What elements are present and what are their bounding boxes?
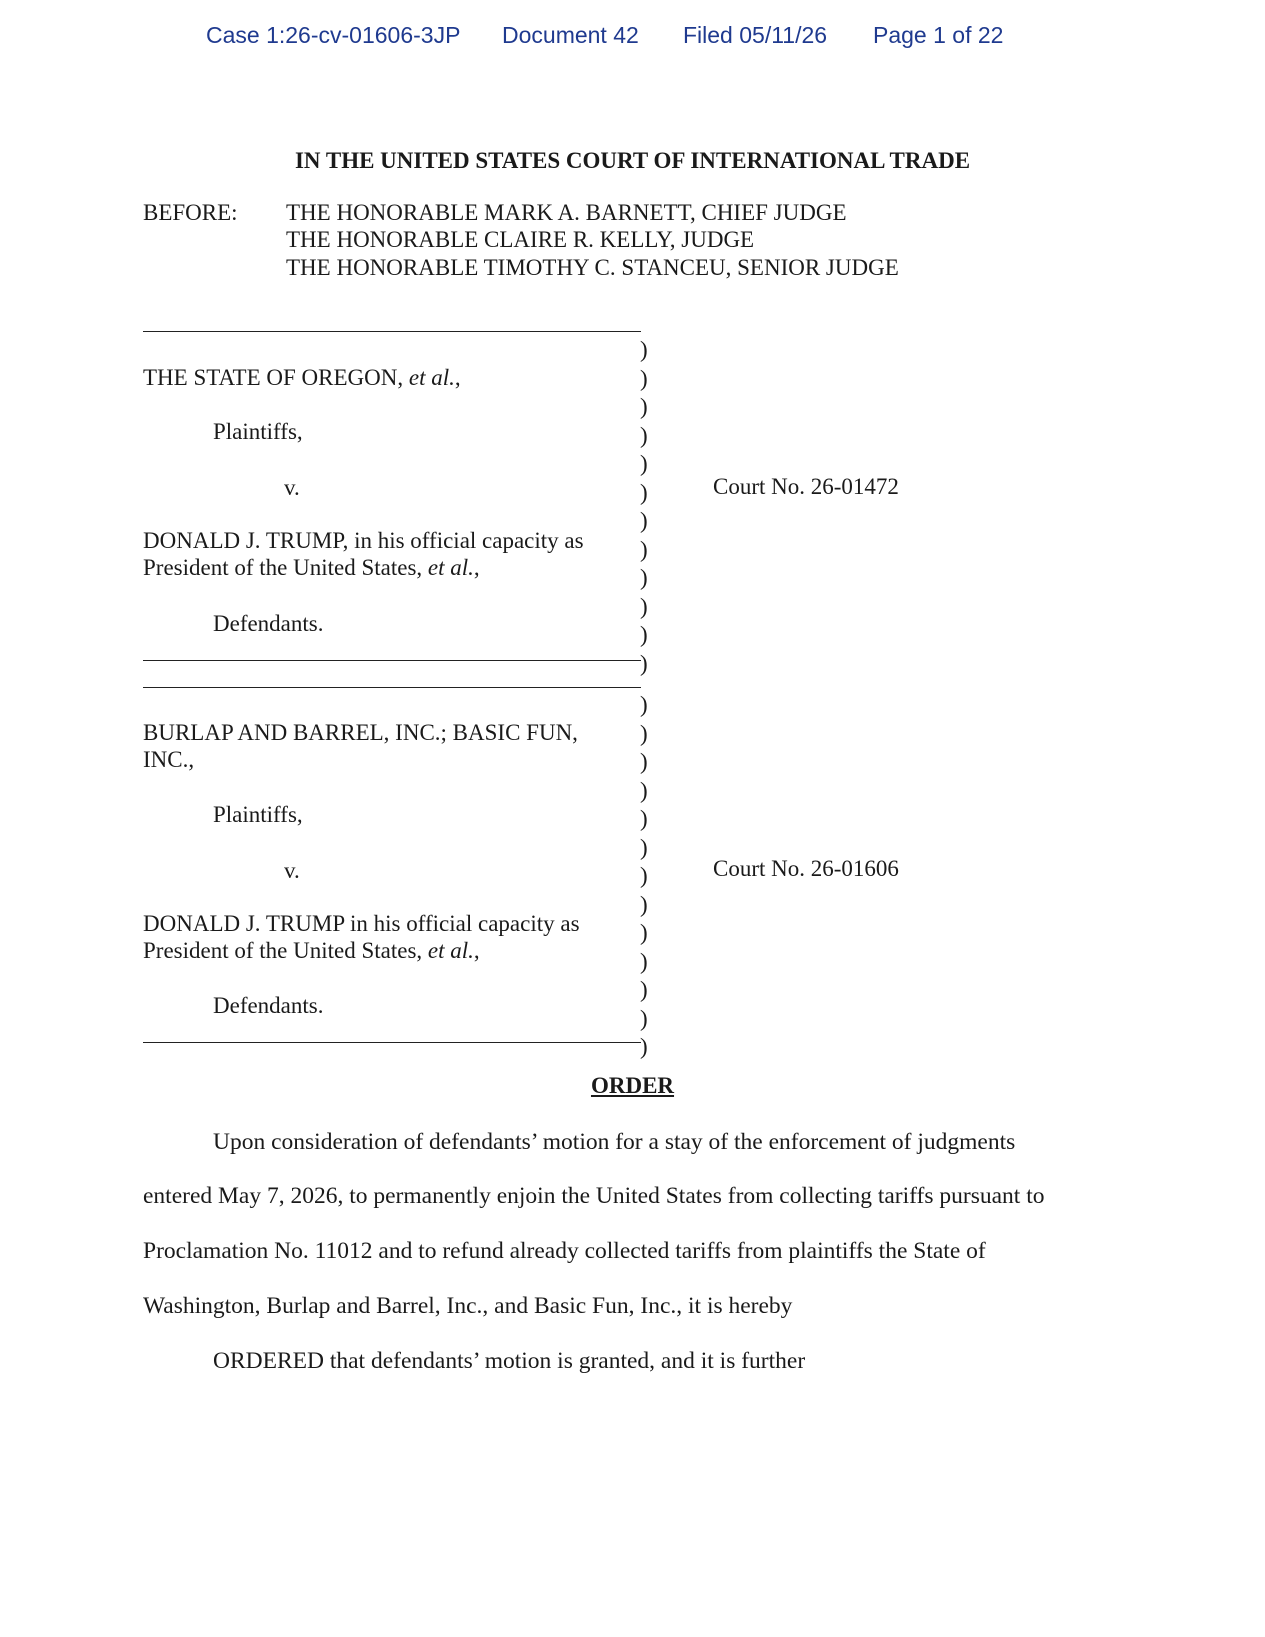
caption-paren: ) — [640, 692, 648, 717]
plaintiffs-label: Plaintiffs, — [213, 802, 303, 827]
caption-paren: ) — [640, 536, 648, 562]
caption-paren: ) — [640, 394, 648, 419]
caption-paren: ) — [640, 777, 648, 803]
page-number-header: Page 1 of 22 — [873, 22, 1004, 48]
defendant-name-line: DONALD J. TRUMP in his official capacity as — [143, 911, 580, 936]
caption-paren: ) — [640, 508, 648, 533]
caption-top-rule — [143, 687, 641, 688]
caption-paren: ) — [640, 422, 648, 448]
defendant-name-line: President of the United States, et al., — [143, 938, 480, 963]
caption-paren: ) — [640, 365, 648, 391]
caption-paren: ) — [640, 593, 648, 619]
plaintiff-name-line: INC., — [143, 747, 195, 772]
caption-paren: ) — [640, 1005, 648, 1031]
order-title: ORDER — [590, 1073, 675, 1098]
caption-top-rule — [143, 331, 641, 332]
defendants-label: Defendants. — [213, 993, 324, 1018]
judge-line: THE HONORABLE MARK A. BARNETT, CHIEF JUDGE — [286, 200, 847, 225]
caption-paren: ) — [640, 479, 648, 505]
court-number: Court No. 26-01606 — [713, 856, 899, 881]
caption-paren: ) — [640, 834, 648, 860]
order-text-line: entered May 7, 2026, to permanently enjoin the United States from collecting tariffs pursuant to — [143, 1183, 1045, 1209]
court-title: IN THE UNITED STATES COURT OF INTERNATIONAL TRADE — [294, 148, 971, 173]
caption-paren: ) — [640, 920, 648, 945]
case-number-header: Case 1:26-cv-01606-3JP — [206, 22, 461, 48]
caption-paren: ) — [640, 863, 648, 888]
order-text-line: Proclamation No. 11012 and to refund already collected tariffs from plaintiffs the State of — [143, 1238, 986, 1264]
caption-paren: ) — [640, 948, 648, 974]
judge-line: THE HONORABLE TIMOTHY C. STANCEU, SENIOR JUDGE — [286, 255, 899, 280]
caption-paren-column — [640, 691, 648, 1062]
plaintiff-name: THE STATE OF OREGON, et al., — [143, 365, 461, 390]
caption-bottom-rule — [143, 1042, 641, 1043]
caption-paren: ) — [640, 891, 648, 917]
caption-paren: ) — [640, 749, 648, 774]
document-number-header: Document 42 — [502, 22, 639, 48]
filed-date-header: Filed 05/11/26 — [683, 22, 828, 48]
defendants-label: Defendants. — [213, 611, 324, 636]
defendant-name-line: President of the United States, et al., — [143, 555, 480, 580]
caption-paren: ) — [640, 337, 648, 362]
defendant-name-line: DONALD J. TRUMP, in his official capacity as — [143, 528, 584, 553]
caption-paren-column — [640, 336, 648, 678]
caption-paren: ) — [640, 622, 648, 647]
order-text-line: Upon consideration of defendants’ motion for a stay of the enforcement of judgments — [213, 1129, 1016, 1155]
before-label: BEFORE: — [143, 200, 238, 225]
caption-paren: ) — [640, 977, 648, 1002]
plaintiff-name-line: BURLAP AND BARREL, INC.; BASIC FUN, — [143, 720, 578, 745]
caption-paren: ) — [640, 565, 648, 590]
versus-label: v. — [284, 858, 300, 883]
plaintiffs-label: Plaintiffs, — [213, 419, 303, 444]
caption-paren: ) — [640, 1034, 648, 1059]
versus-label: v. — [284, 475, 300, 500]
caption-paren: ) — [640, 806, 648, 831]
order-text-line: ORDERED that defendants’ motion is granted, and it is further — [213, 1348, 806, 1374]
caption-paren: ) — [640, 451, 648, 476]
judge-line: THE HONORABLE CLAIRE R. KELLY, JUDGE — [286, 227, 755, 252]
court-number: Court No. 26-01472 — [713, 474, 899, 499]
order-text-line: Washington, Burlap and Barrel, Inc., and Basic Fun, Inc., it is hereby — [143, 1293, 793, 1319]
caption-paren: ) — [640, 650, 648, 676]
caption-bottom-rule — [143, 660, 641, 661]
caption-paren: ) — [640, 720, 648, 746]
